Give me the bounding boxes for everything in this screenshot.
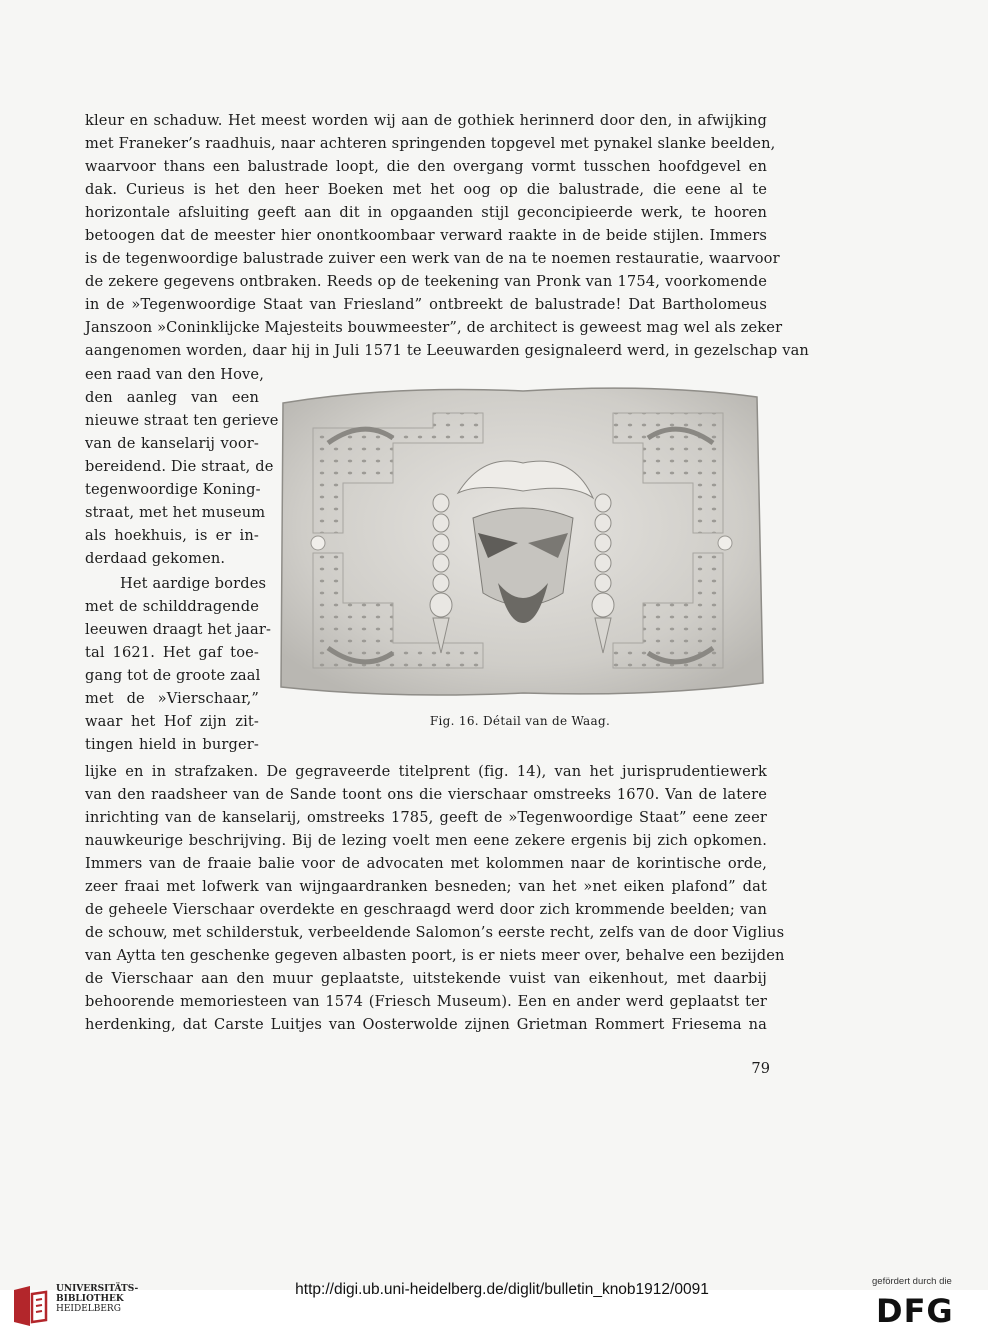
text-line: betoogen dat de meester hier onontkoombaar verward raakte in de beide stijlen. Immers	[85, 227, 767, 244]
text-line: zeer fraai met lofwerk van wijngaardranken besneden; van het »net eiken plafond” dat	[85, 878, 767, 895]
page-number: 79	[751, 1060, 770, 1077]
text-line: in de »Tegenwoordige Staat van Friesland” ontbreekt de balustrade! Dat Bartholomeus	[85, 296, 767, 313]
text-line: leeuwen draagt het jaar-	[85, 621, 272, 638]
library-line: UNIVERSITÄTS-	[56, 1284, 139, 1294]
text-line: inrichting van de kanselarij, omstreeks 1785, geeft de »Tegenwoordige Staat” eene zeer	[85, 809, 767, 826]
text-line: Janszoon »Coninklijcke Majesteits bouwmeester”, de architect is geweest mag wel als zeker	[85, 319, 783, 336]
text-line: is de tegenwoordige balustrade zuiver een werk van de na te noemen restauratie, waarvoor	[85, 250, 780, 267]
text-line: tal 1621. Het gaf toe-	[85, 644, 259, 661]
text-line: nieuwe straat ten gerieve	[85, 412, 279, 429]
text-line: een raad van den Hove,	[85, 366, 265, 383]
figure-caption: Fig. 16. Détail van de Waag.	[429, 714, 611, 728]
text-line: met de schilddragende	[85, 598, 259, 615]
text-line: tingen hield in burger-	[85, 736, 259, 753]
text-line: horizontale afsluiting geeft aan dit in opgaanden stijl geconcipieerde werk, te hooren	[85, 204, 767, 221]
figure-stone-relief	[273, 383, 767, 701]
text-line: den aanleg van een	[85, 389, 259, 406]
text-line: aangenomen worden, daar hij in Juli 1571 te Leeuwarden gesignaleerd werd, in gezelschap van	[85, 342, 809, 359]
text-line: waarvoor thans een balustrade loopt, die den overgang vormt tusschen hoofdgevel en	[85, 158, 767, 175]
text-line: tegenwoordige Koning-	[85, 481, 261, 498]
university-library-logo-icon	[10, 1284, 50, 1328]
relief-image	[273, 383, 767, 701]
text-line: met Franeker’s raadhuis, naar achteren springenden topgevel met pynakel slanke beelden,	[85, 135, 776, 152]
text-line: van Aytta ten geschenke gegeven albasten poort, is er niets meer over, behalve een bezijden	[85, 947, 785, 964]
text-line: van den raadsheer van de Sande toont ons die vierschaar omstreeks 1670. Van de latere	[85, 786, 767, 803]
text-line: de geheele Vierschaar overdekte en geschraagd werd door zich krommende beelden; van	[85, 901, 767, 918]
text-line: als hoekhuis, is er in-	[85, 527, 259, 544]
text-line: lijke en in strafzaken. De gegraveerde titelprent (fig. 14), van het jurisprudentiewerk	[85, 763, 767, 780]
text-line: Het aardige bordes	[120, 575, 267, 592]
dfg-logo: DFG	[876, 1292, 954, 1330]
text-line: herdenking, dat Carste Luitjes van Oosterwolde zijnen Grietman Rommert Friesema na	[85, 1016, 767, 1033]
library-line: HEIDELBERG	[56, 1304, 121, 1314]
library-line: BIBLIOTHEK	[56, 1294, 124, 1304]
text-line: de Vierschaar aan den muur geplaatste, uitstekende vuist van eikenhout, met daarbij	[85, 970, 767, 987]
text-line: dak. Curieus is het den heer Boeken met het oog op die balustrade, die eene al te	[85, 181, 767, 198]
text-line: van de kanselarij voor-	[85, 435, 259, 452]
text-line: bereidend. Die straat, de	[85, 458, 274, 475]
text-line: derdaad gekomen.	[85, 550, 226, 567]
text-line: waar het Hof zijn zit-	[85, 713, 259, 730]
text-line: met de »Vierschaar,”	[85, 690, 259, 707]
text-line: nauwkeurige beschrijving. Bij de lezing voelt men eene zekere ergenis bij zich opkomen.	[85, 832, 767, 849]
text-line: de zekere gegevens ontbraken. Reeds op de teekening van Pronk van 1754, voorkomende	[85, 273, 767, 290]
library-name	[56, 1284, 166, 1314]
funding-label: gefördert durch die	[872, 1276, 952, 1287]
text-line: kleur en schaduw. Het meest worden wij aan de gothiek herinnerd door den, in afwijking	[85, 112, 767, 129]
document-url-link[interactable]: http://digi.ub.uni-heidelberg.de/diglit/bulletin_knob1912/0091	[295, 1281, 709, 1298]
text-line: gang tot de groote zaal	[85, 667, 261, 684]
text-line: straat, met het museum	[85, 504, 266, 521]
text-line: de schouw, met schilderstuk, verbeeldende Salomon’s eerste recht, zelfs van de door Viglius	[85, 924, 785, 941]
text-line: behoorende memoriesteen van 1574 (Friesch Museum). Een en ander werd geplaatst ter	[85, 993, 767, 1010]
text-line: Immers van de fraaie balie voor de advocaten met kolommen naar de korintische orde,	[85, 855, 767, 872]
